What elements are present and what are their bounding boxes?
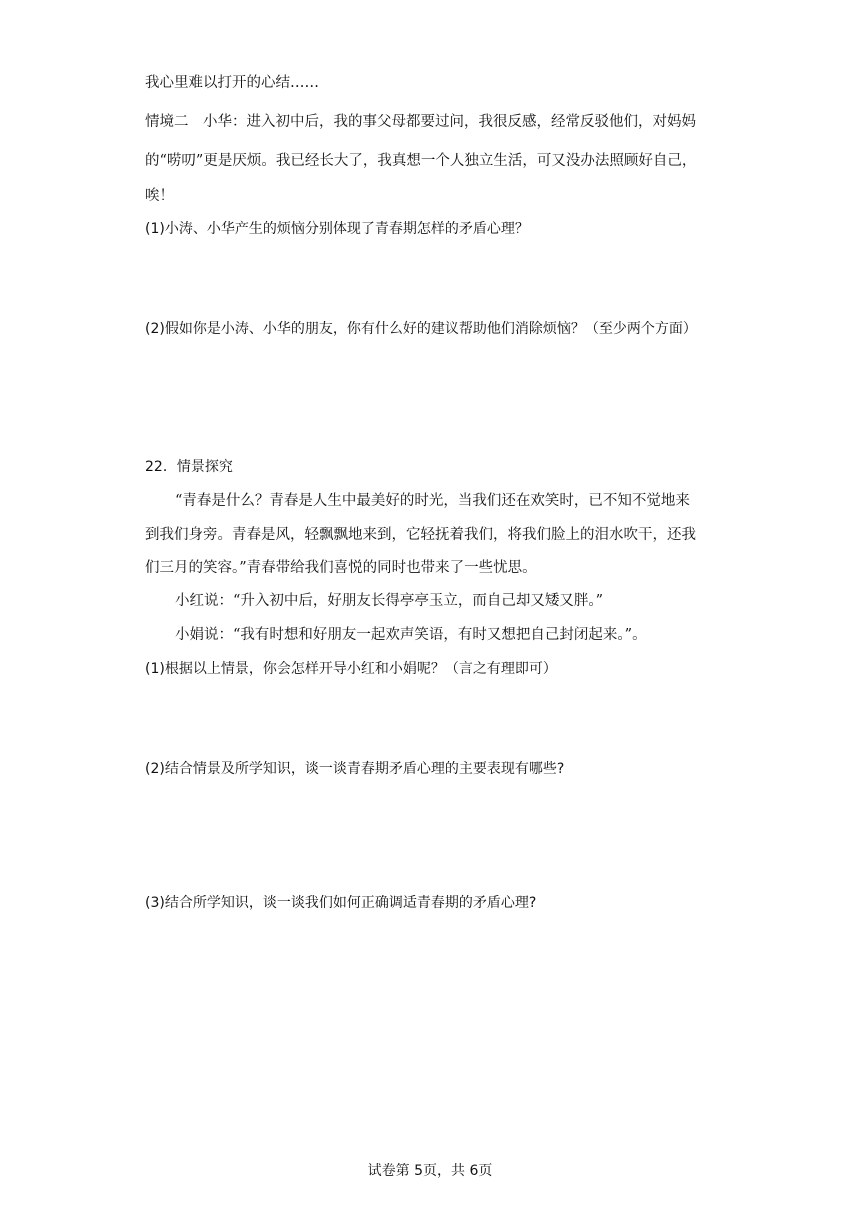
- question-line: (2)结合情景及所学知识，谈一谈青春期矛盾心理的主要表现有哪些?: [145, 761, 565, 777]
- text-line: “青春是什么？青春是人生中最美好的时光，当我们还在欢笑时，已不知不觉地来: [175, 493, 690, 509]
- text-line: 小红说：“升入初中后，好朋友长得亭亭玉立，而自己却又矮又胖。”: [175, 593, 604, 609]
- text-line: 小娟说：“我有时想和好朋友一起欢声笑语，有时又想把自己封闭起来。”。: [175, 627, 647, 643]
- page-footer: 试卷第 5页，共 6页: [367, 1163, 493, 1179]
- text-line: 我心里难以打开的心结……: [145, 75, 319, 91]
- text-line: 们三月的笑容。”青春带给我们喜悦的同时也带来了一些忧思。: [145, 560, 537, 576]
- question-line: (3)结合所学知识，谈一谈我们如何正确调适青春期的矛盾心理?: [145, 895, 537, 911]
- text-line: 唉！: [145, 188, 174, 204]
- text-line: 情境二 小华：进入初中后，我的事父母都要过问，我很反感，经常反驳他们，对妈妈: [145, 114, 696, 130]
- text-line: 到我们身旁。青春是风，轻飘飘地来到，它轻抚着我们，将我们脸上的泪水吹干，还我: [145, 527, 696, 543]
- question-line: (1)根据以上情景，你会怎样开导小红和小娟呢？（言之有理即可）: [145, 661, 557, 677]
- question-line: (1)小涛、小华产生的烦恼分别体现了青春期怎样的矛盾心理？: [145, 221, 529, 237]
- text-line: 的“唠叨”更是厌烦。我已经长大了，我真想一个人独立生活，可又没办法照顾好自己，: [145, 153, 697, 169]
- question-line: (2)假如你是小涛、小华的朋友，你有什么好的建议帮助他们消除烦恼？（至少两个方面）: [145, 321, 697, 337]
- section-heading: 22．情景探究: [145, 459, 233, 475]
